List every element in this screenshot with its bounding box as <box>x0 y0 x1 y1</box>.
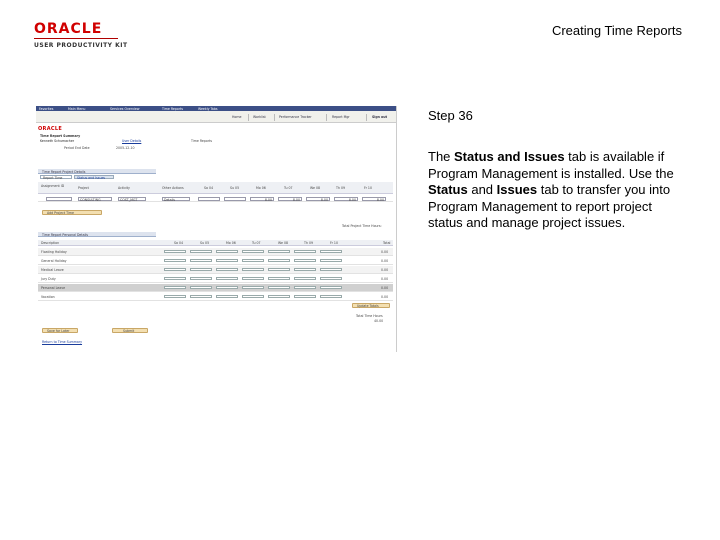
add-project-time-label: Add Project Time <box>47 211 74 215</box>
hour-cell[interactable] <box>190 277 212 280</box>
nav-services[interactable]: Services Overview <box>110 106 140 111</box>
submit-button[interactable] <box>112 328 148 333</box>
hour-cell[interactable] <box>242 259 264 262</box>
nav-favorites[interactable]: Favorites <box>39 106 54 111</box>
hour-cell[interactable] <box>320 286 342 289</box>
col-th-p: Th 09 <box>304 241 314 245</box>
link-report-mgr[interactable]: Report Mgr <box>332 115 350 119</box>
project-details-title: Time Report Project Details <box>42 169 86 174</box>
row-desc: Jury Duty <box>41 277 56 281</box>
user-details-link[interactable]: User Details <box>122 139 142 143</box>
tab-status-and-issues-label: Status and Issues <box>77 175 106 180</box>
divider <box>274 114 275 121</box>
row-desc: Medical Leave <box>41 268 64 272</box>
row-desc: Vacation <box>41 295 55 299</box>
hour-cell[interactable] <box>242 250 264 253</box>
grand-total-label: Total Time Hours <box>356 314 383 318</box>
personal-table-header <box>38 240 393 246</box>
personal-details-title: Time Report Personal Details <box>42 232 89 237</box>
col-other-actions: Other Actions <box>162 186 184 190</box>
section-title: Time Report Summary <box>40 134 81 138</box>
hours-th-value: 8.00 <box>348 197 356 202</box>
nav-main-menu[interactable]: Main Menu <box>68 106 86 111</box>
row-total: 0.00 <box>381 250 389 254</box>
col-tu: Tu 07 <box>284 186 293 190</box>
time-reports-label: Time Reports <box>191 139 213 143</box>
tab-bar <box>38 175 156 179</box>
hour-cell[interactable] <box>242 268 264 271</box>
hour-cell[interactable] <box>216 286 238 289</box>
logo-subtitle: USER PRODUCTIVITY KIT <box>34 42 128 49</box>
hour-cell[interactable] <box>190 286 212 289</box>
col-th: Th 09 <box>336 186 346 190</box>
hours-we[interactable] <box>306 197 330 201</box>
row-total: 0.00 <box>381 286 389 290</box>
link-worklist[interactable]: Worklist <box>253 115 266 119</box>
col-su-p: Su 05 <box>200 241 210 245</box>
hour-cell[interactable] <box>268 268 290 271</box>
update-totals-label: Update Totals <box>357 304 379 308</box>
row-total: 0.00 <box>381 295 389 299</box>
hour-cell[interactable] <box>190 295 212 298</box>
save-for-later-label: Save for Later <box>47 329 70 333</box>
table-row <box>38 248 393 256</box>
col-activity: Activity <box>118 186 130 190</box>
col-project: Project <box>78 186 89 190</box>
hours-sa[interactable] <box>198 197 220 201</box>
hour-cell[interactable] <box>190 250 212 253</box>
activity-value: COST_MGT <box>120 197 138 202</box>
col-mo: Mo 06 <box>256 186 266 190</box>
hours-mo[interactable] <box>250 197 274 201</box>
period-end-label: Period End Date <box>64 146 90 150</box>
application-screenshot <box>36 106 397 352</box>
table-row <box>38 293 393 301</box>
hour-cell[interactable] <box>268 277 290 280</box>
col-sa-p: Sa 04 <box>174 241 184 245</box>
row-desc: Floating Holiday <box>41 250 67 254</box>
col-assignment: Assignment ID <box>41 184 65 188</box>
row-desc: General Holiday <box>41 259 67 263</box>
hour-cell[interactable] <box>320 295 342 298</box>
tab-report-time[interactable] <box>40 175 72 179</box>
return-link[interactable]: Return to Time Summary <box>42 340 83 344</box>
hour-cell[interactable] <box>268 286 290 289</box>
col-total: Total <box>383 241 391 245</box>
add-project-time-button[interactable] <box>42 210 102 215</box>
hours-th[interactable] <box>334 197 358 201</box>
hour-cell[interactable] <box>242 295 264 298</box>
col-we: We 08 <box>310 186 320 190</box>
other-actions-value: Details <box>164 197 176 202</box>
table-row <box>38 275 393 283</box>
col-su: Su 05 <box>230 186 240 190</box>
hours-fr[interactable] <box>362 197 386 201</box>
hour-cell[interactable] <box>216 268 238 271</box>
col-sa: Sa 04 <box>204 186 214 190</box>
personal-details-header <box>38 232 156 237</box>
link-home[interactable]: Home <box>232 115 242 119</box>
tab-report-time-label: Report Time <box>43 175 63 180</box>
table-row-highlighted <box>38 284 393 292</box>
hour-cell[interactable] <box>268 295 290 298</box>
activity-field[interactable] <box>118 197 146 201</box>
hour-cell[interactable] <box>294 286 316 289</box>
project-table-header <box>38 182 393 194</box>
hours-we-value: 8.00 <box>320 197 328 202</box>
table-row <box>38 266 393 274</box>
page-title: Creating Time Reports <box>551 23 682 38</box>
logo-word: ORACLE <box>34 21 103 37</box>
nav-time-reports[interactable]: Time Reports <box>162 106 184 111</box>
hour-cell[interactable] <box>320 259 342 262</box>
hour-cell[interactable] <box>164 277 186 280</box>
save-for-later-button[interactable] <box>42 328 78 333</box>
hour-cell[interactable] <box>294 250 316 253</box>
tab-status-and-issues[interactable] <box>74 175 114 179</box>
hour-cell[interactable] <box>164 286 186 289</box>
assignment-field[interactable] <box>46 197 72 201</box>
hours-tu[interactable] <box>278 197 302 201</box>
hour-cell[interactable] <box>242 286 264 289</box>
hour-cell[interactable] <box>294 277 316 280</box>
period-end-value: 2005-12-10 <box>116 146 135 150</box>
project-field[interactable] <box>78 197 112 201</box>
col-we-p: We 08 <box>278 241 288 245</box>
table-row <box>38 257 393 265</box>
row-total: 0.00 <box>381 277 389 281</box>
hour-cell[interactable] <box>164 268 186 271</box>
hour-cell[interactable] <box>190 268 212 271</box>
divider <box>366 114 367 121</box>
hours-mo-value: 8.00 <box>264 197 272 202</box>
hour-cell[interactable] <box>268 259 290 262</box>
hour-cell[interactable] <box>320 250 342 253</box>
update-totals-button[interactable] <box>352 303 390 308</box>
other-actions-select[interactable] <box>162 197 190 201</box>
hours-su[interactable] <box>224 197 246 201</box>
submit-label: Submit <box>123 329 135 333</box>
col-description: Description <box>41 241 60 245</box>
logo-rule <box>34 38 118 39</box>
project-details-header <box>38 169 156 174</box>
hour-cell[interactable] <box>164 295 186 298</box>
hour-cell[interactable] <box>216 295 238 298</box>
hour-cell[interactable] <box>242 277 264 280</box>
divider <box>326 114 327 121</box>
col-tu-p: Tu 07 <box>252 241 261 245</box>
hour-cell[interactable] <box>216 277 238 280</box>
hour-cell[interactable] <box>164 250 186 253</box>
employee-name: Kenneth Schumacher <box>40 139 75 143</box>
divider <box>248 114 249 121</box>
app-logo: ORACLE <box>38 126 63 132</box>
hours-fr-value: 8.00 <box>376 197 384 202</box>
project-value: CONSULTING <box>80 197 101 202</box>
nav-weekly-tabs[interactable]: Weekly Tabs <box>198 106 218 111</box>
total-project-label: Total Project Time Hours: <box>342 224 382 228</box>
hour-cell[interactable] <box>320 268 342 271</box>
hour-cell[interactable] <box>164 259 186 262</box>
row-total: 0.00 <box>381 259 389 263</box>
col-mo-p: Mo 06 <box>226 241 236 245</box>
hour-cell[interactable] <box>294 295 316 298</box>
row-desc: Personal Leave <box>41 286 66 290</box>
hours-tu-value: 8.00 <box>292 197 300 202</box>
hour-cell[interactable] <box>190 259 212 262</box>
link-sign-out[interactable]: Sign out <box>372 115 388 119</box>
col-fr: Fr 10 <box>364 186 372 190</box>
hour-cell[interactable] <box>320 277 342 280</box>
project-row <box>38 196 393 202</box>
oracle-upk-logo <box>34 21 128 49</box>
hour-cell[interactable] <box>294 268 316 271</box>
link-performance[interactable]: Performance Tracker <box>279 115 312 119</box>
hour-cell[interactable] <box>294 259 316 262</box>
grand-total-value: 40.00 <box>374 319 384 323</box>
top-links-bar <box>36 111 396 123</box>
hour-cell[interactable] <box>216 250 238 253</box>
hour-cell[interactable] <box>268 250 290 253</box>
col-fr-p: Fr 10 <box>330 241 338 245</box>
row-total: 0.00 <box>381 268 389 272</box>
step-label: Step 36 <box>428 108 473 123</box>
hour-cell[interactable] <box>216 259 238 262</box>
step-description: The Status and Issues tab is available if Program Management is installed. Use the Status and Issues tab to transfer you into Program Management to report project status and manage project issues. <box>428 149 674 230</box>
